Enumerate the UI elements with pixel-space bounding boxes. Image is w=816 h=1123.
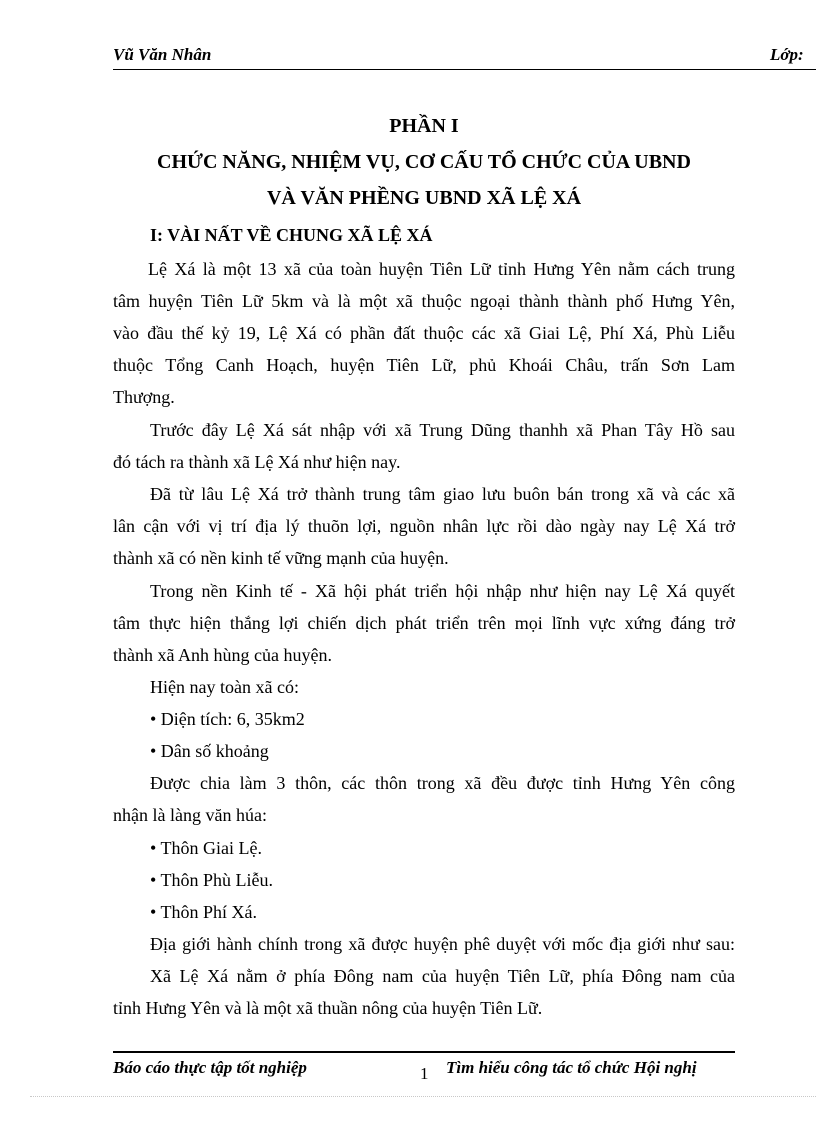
chapter-title-line-2: VÀ VĂN PHỀNG UBND XÃ LỆ XÁ [266,187,582,209]
list-item: • Thôn Phí Xá. [150,902,257,922]
list-item: • Thôn Phù Liễu. [150,870,273,890]
paragraph-line: Thượng. [113,387,175,407]
paragraph-line: Trước đây Lệ Xá sát nhập với xã Trung Dũng thanhh xã Phan Tây Hồ sau [150,420,735,440]
paragraph-line: thành xã Anh hùng của huyện. [113,645,332,665]
header-author: Vũ Văn Nhân [113,45,212,64]
paragraph-line: vào đầu thế kỷ 19, Lệ Xá có phần đất thuộc các xã Giai Lệ, Phí Xá, Phù Liễu [113,323,735,343]
footer-divider [113,1051,735,1053]
page-break-line [30,1096,816,1097]
paragraph-line: Được chia làm 3 thôn, các thôn trong xã đều được tỉnh Hưng Yên công [150,773,735,793]
paragraph-line: lân cận với vị trí địa lý thuõn lợi, nguồn nhân lực rồi dào ngày nay Lệ Xá trở [113,516,735,536]
footer-topic: Tìm hiểu công tác tổ chức Hội nghị [446,1058,697,1077]
paragraph-line: thành xã có nền kinh tế vững mạnh của huyện. [113,548,449,568]
part-title: PHẦN I [389,115,459,137]
paragraph-line: Hiện nay toàn xã có: [150,677,299,697]
footer-report-title: Báo cáo thực tập tốt nghiệp [113,1058,307,1077]
section-heading: I: VÀI NẤT VỀ CHUNG XÃ LỆ XÁ [150,225,433,245]
page-number: 1 [420,1064,429,1083]
header-divider [113,69,816,70]
paragraph-line: Trong nền Kinh tế - Xã hội phát triển hội nhập như hiện nay Lệ Xá quyết [150,581,735,601]
paragraph-line: tỉnh Hưng Yên và là một xã thuần nông của huyện Tiên Lữ. [113,998,543,1018]
list-item: • Dân số khoảng [150,741,269,761]
list-item: • Thôn Giai Lệ. [150,838,262,858]
paragraph-line: Đã từ lâu Lệ Xá trở thành trung tâm giao lưu buôn bán trong xã và các xã [150,484,735,504]
paragraph-line: Địa giới hành chính trong xã được huyện phê duyệt với mốc địa giới như sau: [150,934,735,954]
chapter-title-line-1: CHỨC NĂNG, NHIỆM VỤ, CƠ CẤU TỔ CHỨC CỦA UBND [157,151,691,173]
paragraph-line: Xã Lệ Xá nằm ở phía Đông nam của huyện Tiên Lữ, phía Đông nam của [150,966,735,986]
header-class-label: Lớp: [770,45,804,64]
paragraph-line: tâm huyện Tiên Lữ 5km và là một xã thuộc ngoại thành thành phố Hưng Yên, [113,291,735,311]
list-item: • Diện tích: 6, 35km2 [150,709,305,729]
paragraph-line: thuộc Tổng Canh Hoạch, huyện Tiên Lữ, phủ Khoái Châu, trấn Sơn Lam [113,355,735,375]
paragraph-line: tâm thực hiện thắng lợi chiến dịch phát triển trên mọi lĩnh vực xứng đáng trở [113,613,735,633]
paragraph-line: đó tách ra thành xã Lệ Xá như hiện nay. [113,452,401,472]
paragraph-line: Lệ Xá là một 13 xã của toàn huyện Tiên Lữ tỉnh Hưng Yên nằm cách trung [148,259,735,279]
paragraph-line: nhận là làng văn húa: [113,805,267,825]
